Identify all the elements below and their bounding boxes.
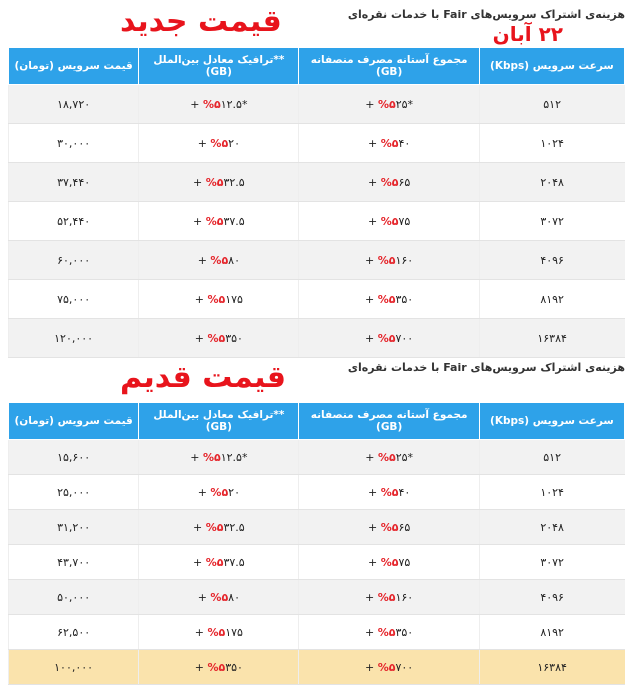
new-price-table <box>8 47 625 358</box>
threshold-base: ۶۵ + <box>367 175 411 189</box>
threshold-percent: %۵ <box>377 590 396 604</box>
table-row <box>9 124 625 163</box>
threshold-percent: %۵ <box>377 660 396 674</box>
table-row <box>9 241 625 280</box>
traffic-cell <box>139 85 299 124</box>
traffic-star: * <box>241 450 248 464</box>
traffic-cell <box>139 580 299 615</box>
traffic-base: ۱۷۵ + <box>194 292 243 306</box>
traffic-base: ۳۲.۵ + <box>193 175 245 189</box>
table-row <box>9 280 625 319</box>
speed-cell: ۳۰۷۲ <box>479 545 624 580</box>
threshold-percent: %۵ <box>380 214 399 228</box>
table-row <box>9 440 625 475</box>
traffic-cell <box>139 440 299 475</box>
threshold-percent: %۵ <box>380 175 399 189</box>
header-price: قیمت سرویس (تومان) <box>9 403 139 440</box>
threshold-cell <box>299 615 479 650</box>
traffic-percent: %۵ <box>210 136 229 150</box>
speed-cell: ۲۰۴۸ <box>479 510 624 545</box>
traffic-cell <box>139 163 299 202</box>
traffic-base: ۳۲.۵ + <box>193 520 245 534</box>
threshold-percent: %۵ <box>380 485 399 499</box>
threshold-cell <box>299 85 479 124</box>
threshold-cell <box>299 650 479 685</box>
table-row <box>9 85 625 124</box>
bottom-strip <box>0 692 633 697</box>
threshold-base: ۲۵ + <box>365 450 408 464</box>
price-cell: ۳۱,۲۰۰ <box>9 510 139 545</box>
header-traffic: **ترافیک معادل بین‌الملل (GB) <box>139 403 299 440</box>
table-row <box>9 319 625 358</box>
old-price-title: قیمت قدیم <box>120 360 286 395</box>
header-traffic: **ترافیک معادل بین‌الملل (GB) <box>139 48 299 85</box>
threshold-star: * <box>407 450 414 464</box>
old-price-table <box>8 402 625 685</box>
speed-cell: ۸۱۹۲ <box>479 280 624 319</box>
threshold-base: ۲۵ + <box>365 97 408 111</box>
table-header-row <box>9 48 625 85</box>
traffic-base: ۱۲.۵ + <box>190 450 242 464</box>
traffic-percent: %۵ <box>207 660 226 674</box>
traffic-percent: %۵ <box>207 292 226 306</box>
traffic-base: ۳۷.۵ + <box>193 555 245 569</box>
table-header-row <box>9 403 625 440</box>
traffic-base: ۸۰ + <box>197 253 240 267</box>
threshold-cell <box>299 580 479 615</box>
new-table-caption: هزینه‌ی اشتراک سرویس‌های Fair با خدمات نقره‌ای <box>347 8 625 21</box>
traffic-cell <box>139 319 299 358</box>
traffic-cell <box>139 202 299 241</box>
header-threshold: مجموع آستانه مصرف منصفانه (GB) <box>299 403 479 440</box>
threshold-cell <box>299 319 479 358</box>
price-cell: ۱۰۰,۰۰۰ <box>9 650 139 685</box>
header-threshold: مجموع آستانه مصرف منصفانه (GB) <box>299 48 479 85</box>
threshold-percent: %۵ <box>377 331 396 345</box>
threshold-percent: %۵ <box>377 253 396 267</box>
speed-cell: ۵۱۲ <box>479 440 624 475</box>
threshold-base: ۷۵ + <box>367 214 411 228</box>
threshold-star: * <box>407 97 414 111</box>
old-table-caption: هزینه‌ی اشتراک سرویس‌های Fair با خدمات نقره‌ای <box>347 361 625 374</box>
threshold-cell <box>299 545 479 580</box>
threshold-base: ۷۰۰ + <box>365 331 414 345</box>
table-row <box>9 580 625 615</box>
traffic-base: ۲۰ + <box>197 136 240 150</box>
threshold-percent: %۵ <box>377 450 396 464</box>
threshold-base: ۱۶۰ + <box>365 253 414 267</box>
traffic-cell <box>139 124 299 163</box>
threshold-cell <box>299 202 479 241</box>
threshold-percent: %۵ <box>380 555 399 569</box>
threshold-base: ۷۰۰ + <box>365 660 414 674</box>
threshold-base: ۷۵ + <box>367 555 411 569</box>
traffic-percent: %۵ <box>205 520 224 534</box>
threshold-cell <box>299 475 479 510</box>
price-cell: ۶۰,۰۰۰ <box>9 241 139 280</box>
traffic-percent: %۵ <box>210 590 229 604</box>
traffic-base: ۱۷۵ + <box>194 625 243 639</box>
price-cell: ۱۲۰,۰۰۰ <box>9 319 139 358</box>
threshold-cell <box>299 280 479 319</box>
speed-cell: ۸۱۹۲ <box>479 615 624 650</box>
table-row <box>9 475 625 510</box>
traffic-cell <box>139 650 299 685</box>
threshold-percent: %۵ <box>377 292 396 306</box>
traffic-percent: %۵ <box>202 97 221 111</box>
table-row <box>9 202 625 241</box>
table-row <box>9 650 625 685</box>
speed-cell: ۵۱۲ <box>479 85 624 124</box>
table-row <box>9 615 625 650</box>
speed-cell: ۱۶۳۸۴ <box>479 650 624 685</box>
threshold-cell <box>299 163 479 202</box>
traffic-cell <box>139 280 299 319</box>
traffic-percent: %۵ <box>202 450 221 464</box>
speed-cell: ۱۰۲۴ <box>479 475 624 510</box>
threshold-percent: %۵ <box>380 520 399 534</box>
speed-cell: ۴۰۹۶ <box>479 241 624 280</box>
price-cell: ۱۵,۶۰۰ <box>9 440 139 475</box>
new-price-title: قیمت جدید <box>120 4 282 39</box>
traffic-cell <box>139 241 299 280</box>
speed-cell: ۲۰۴۸ <box>479 163 624 202</box>
traffic-base: ۳۵۰ + <box>194 331 243 345</box>
threshold-percent: %۵ <box>377 97 396 111</box>
traffic-base: ۲۰ + <box>197 485 240 499</box>
threshold-cell <box>299 510 479 545</box>
traffic-base: ۸۰ + <box>197 590 240 604</box>
traffic-cell <box>139 615 299 650</box>
threshold-cell <box>299 241 479 280</box>
traffic-star: * <box>241 97 248 111</box>
threshold-base: ۳۵۰ + <box>365 625 414 639</box>
new-price-date: ۲۲ آبان <box>492 22 563 46</box>
traffic-base: ۳۵۰ + <box>194 660 243 674</box>
price-cell: ۲۵,۰۰۰ <box>9 475 139 510</box>
header-speed: سرعت سرویس (Kbps) <box>479 48 624 85</box>
price-cell: ۱۸,۷۲۰ <box>9 85 139 124</box>
price-cell: ۷۵,۰۰۰ <box>9 280 139 319</box>
header-speed: سرعت سرویس (Kbps) <box>479 403 624 440</box>
price-cell: ۴۳,۷۰۰ <box>9 545 139 580</box>
traffic-cell <box>139 510 299 545</box>
price-cell: ۵۰,۰۰۰ <box>9 580 139 615</box>
header-price: قیمت سرویس (تومان) <box>9 48 139 85</box>
traffic-percent: %۵ <box>210 253 229 267</box>
traffic-percent: %۵ <box>210 485 229 499</box>
speed-cell: ۱۶۳۸۴ <box>479 319 624 358</box>
threshold-base: ۳۵۰ + <box>365 292 414 306</box>
table-row <box>9 510 625 545</box>
threshold-percent: %۵ <box>377 625 396 639</box>
price-cell: ۵۲,۴۴۰ <box>9 202 139 241</box>
threshold-base: ۶۵ + <box>367 520 411 534</box>
speed-cell: ۱۰۲۴ <box>479 124 624 163</box>
threshold-percent: %۵ <box>380 136 399 150</box>
threshold-base: ۱۶۰ + <box>365 590 414 604</box>
traffic-base: ۳۷.۵ + <box>193 214 245 228</box>
speed-cell: ۳۰۷۲ <box>479 202 624 241</box>
traffic-base: ۱۲.۵ + <box>190 97 242 111</box>
price-cell: ۳۷,۴۴۰ <box>9 163 139 202</box>
price-cell: ۶۲,۵۰۰ <box>9 615 139 650</box>
threshold-cell <box>299 440 479 475</box>
traffic-percent: %۵ <box>205 214 224 228</box>
threshold-base: ۴۰ + <box>367 485 411 499</box>
traffic-cell <box>139 545 299 580</box>
table-row <box>9 163 625 202</box>
traffic-percent: %۵ <box>207 331 226 345</box>
price-cell: ۳۰,۰۰۰ <box>9 124 139 163</box>
traffic-percent: %۵ <box>205 175 224 189</box>
traffic-cell <box>139 475 299 510</box>
traffic-percent: %۵ <box>205 555 224 569</box>
threshold-base: ۴۰ + <box>367 136 411 150</box>
threshold-cell <box>299 124 479 163</box>
speed-cell: ۴۰۹۶ <box>479 580 624 615</box>
traffic-percent: %۵ <box>207 625 226 639</box>
table-row <box>9 545 625 580</box>
